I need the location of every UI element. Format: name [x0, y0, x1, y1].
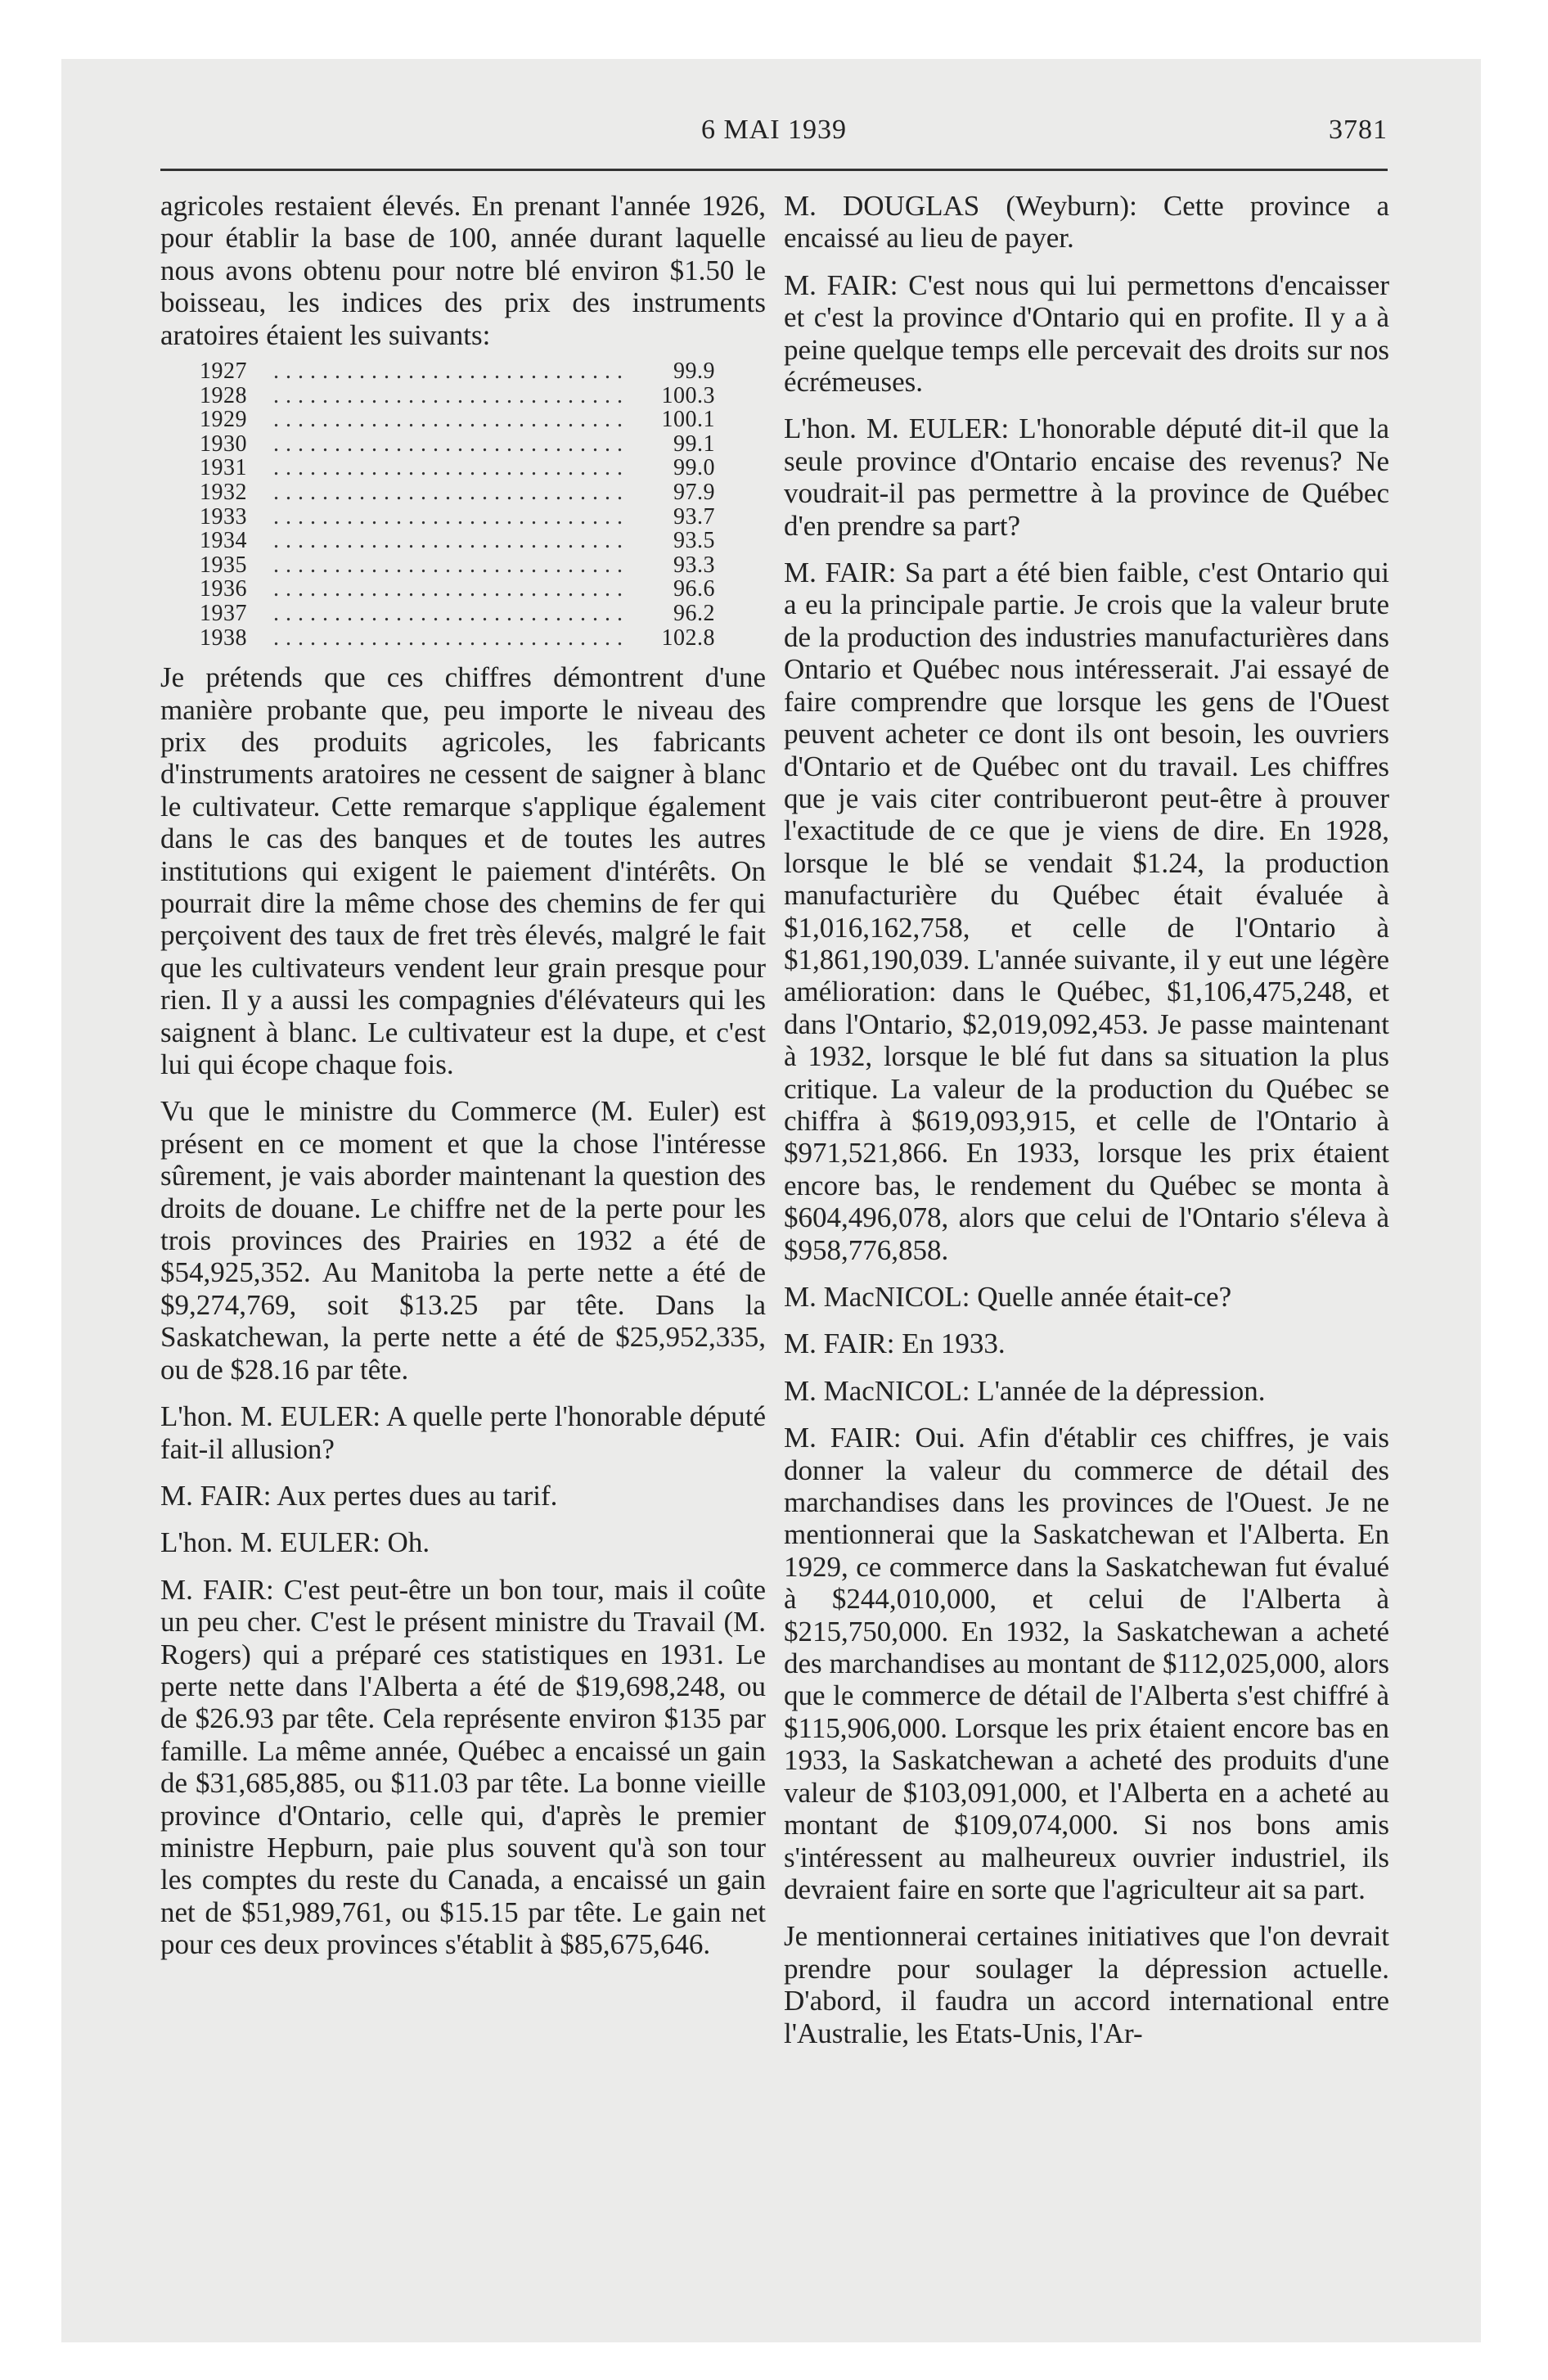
- table-row: [160, 359, 715, 384]
- intro-paragraph: agricoles restaient élevés. En prenant l'année 1926, pour établir la base de 100, année durant laquelle nous avons obtenu pour notre blé environ $1.50 le boisseau, les indices des prix des instruments aratoires étaient les suivants:: [160, 190, 766, 351]
- table-value: 99.1: [673, 430, 715, 457]
- table-value: 100.1: [661, 407, 715, 433]
- paragraph: M. FAIR: Sa part a été bien faible, c'est Ontario qui a eu la principale partie. Je crois que la valeur brute de la production des industries manufacturières dans Ontario et Québec nous intéresserait. J'ai essayé de faire comprendre que lorsque les gens de l'Ouest peuvent acheter ce dont ils ont besoin, les ouvriers d'Ontario et de Québec ont du travail. Les chiffres que je vais citer contribueront peut-être à prouver l'exactitude de ce que je viens de dire. En 1928, lorsque le blé se vendait $1.24, la production manufacturière du Québec était évaluée à $1,016,162,758, et celle de l'Ontario à $1,861,190,039. L'année suivante, il y eut une légère amélioration: dans le Québec, $1,106,475,248, et dans l'Ontario, $2,019,092,453. Je passe maintenant à 1932, lorsque le blé fut dans sa situation la plus critique. La valeur de la production du Québec se chiffra à $619,093,915, et celle de l'Ontario à $971,521,866. En 1933, lorsque les prix étaient encore bas, le rendement du Québec se monta à $604,496,078, alors que celui de l'Ontario s'éleva à $958,776,858.: [784, 557, 1389, 1266]
- dot-leader: . . . . . . . . . . . . . . . . . . . . . . . . . . . . .: [273, 480, 623, 505]
- table-value: 97.9: [673, 480, 715, 505]
- table-row: [160, 456, 715, 480]
- paragraph: L'hon. M. EULER: L'honorable député dit-il que la seule province d'Ontario encaise des revenus? Ne voudrait-il pas permettre à la province de Québec d'en prendre sa part?: [784, 412, 1389, 542]
- dot-leader: . . . . . . . . . . . . . . . . . . . . . . . . . . . . .: [273, 552, 623, 578]
- table-value: 93.7: [673, 503, 715, 530]
- paragraph: M. FAIR: C'est nous qui lui permettons d'encaisser et c'est la province d'Ontario qui en profite. Il y a à peine quelque temps elle percevait des droits sur nos écrémeuses.: [784, 268, 1389, 399]
- dot-leader: . . . . . . . . . . . . . . . . . . . . . . . . . . . . .: [273, 456, 623, 480]
- table-value: 99.0: [673, 455, 715, 481]
- table-row: [160, 602, 715, 626]
- table-row: [160, 432, 715, 457]
- table-value: 96.6: [673, 576, 715, 602]
- paragraph: M. FAIR: C'est peut-être un bon tour, mais il coûte un peu cher. C'est le présent ministre du Travail (M. Rogers) qui a préparé ces statistiques en 1931. Le perte nette dans l'Alberta a été de $19,698,248, ou de $26.93 par tête. Cela représente environ $135 par famille. La même année, Québec a encaissé un gain de $31,685,885, ou $11.03 par tête. La bonne vieille province d'Ontario, celle qui, d'après le premier ministre Hepburn, paie plus souvent qu'à son tour les comptes du reste du Canada, a encaissé un gain net de $51,989,761, ou $15.15 par tête. Le gain net pour ces deux provinces s'établit à $85,675,646.: [160, 1573, 766, 1961]
- table-year: 1937: [200, 600, 247, 626]
- page-number: 3781: [1329, 115, 1388, 145]
- table-value: 93.5: [673, 528, 715, 554]
- table-year: 1936: [200, 576, 247, 602]
- table-year: 1929: [200, 407, 247, 433]
- paragraph: L'hon. M. EULER: Oh.: [160, 1526, 430, 1559]
- paragraph: M. MacNICOL: Quelle année était-ce?: [784, 1281, 1232, 1313]
- dot-leader: . . . . . . . . . . . . . . . . . . . . . . . . . . . . .: [273, 577, 623, 602]
- table-year: 1935: [200, 552, 247, 578]
- table-year: 1934: [200, 528, 247, 554]
- dot-leader: . . . . . . . . . . . . . . . . . . . . . . . . . . . . .: [273, 625, 623, 651]
- left-column: [160, 190, 766, 1976]
- table-value: 102.8: [661, 624, 715, 651]
- table-value: 99.9: [673, 358, 715, 385]
- table-row: [160, 529, 715, 553]
- table-year: 1932: [200, 480, 247, 505]
- table-value: 93.3: [673, 552, 715, 578]
- table-year: 1938: [200, 624, 247, 651]
- paragraph: M. FAIR: Aux pertes dues au tarif.: [160, 1479, 558, 1512]
- paragraph: Je mentionnerai certaines initiatives que l'on devrait prendre pour soulager la dépression actuelle. D'abord, il faudra un accord international entre l'Australie, les Etats-Unis, l'Ar-: [784, 1920, 1389, 2049]
- dot-leader: . . . . . . . . . . . . . . . . . . . . . . . . . . . . .: [273, 529, 623, 553]
- dot-leader: . . . . . . . . . . . . . . . . . . . . . . . . . . . . .: [273, 431, 623, 457]
- table-row: [160, 384, 715, 408]
- table-year: 1930: [200, 430, 247, 457]
- dot-leader: . . . . . . . . . . . . . . . . . . . . . . . . . . . . .: [273, 383, 623, 408]
- table-year: 1928: [200, 382, 247, 408]
- table-row: [160, 480, 715, 505]
- dot-leader: . . . . . . . . . . . . . . . . . . . . . . . . . . . . .: [273, 408, 623, 432]
- paragraph: L'hon. M. EULER: A quelle perte l'honorable député fait-il allusion?: [160, 1400, 766, 1465]
- header-date: 6 MAI 1939: [700, 115, 848, 145]
- table-year: 1931: [200, 455, 247, 481]
- table-row: [160, 553, 715, 578]
- table-value: 96.2: [673, 600, 715, 626]
- right-column: [784, 190, 1389, 2064]
- table-year: 1927: [200, 358, 247, 385]
- table-row: [160, 408, 715, 432]
- table-value: 100.3: [661, 382, 715, 408]
- dot-leader: . . . . . . . . . . . . . . . . . . . . . . . . . . . . .: [273, 359, 623, 384]
- page-header: [160, 115, 1388, 156]
- price-index-table: [160, 359, 766, 650]
- paragraph: Vu que le ministre du Commerce (M. Euler) est présent en ce moment et que la chose l'intéresse sûrement, je vais aborder maintenant la question des droits de douane. Le chiffre net de la perte pour les trois provinces des Prairies en 1932 a été de $54,925,352. Au Manitoba la perte nette a été de $9,274,769, soit $13.25 par tête. Dans la Saskatchewan, la perte nette a été de $25,952,335, ou de $28.16 par tête.: [160, 1095, 766, 1386]
- table-year: 1933: [200, 503, 247, 530]
- table-row: [160, 626, 715, 651]
- paragraph: M. FAIR: En 1933.: [784, 1327, 1006, 1360]
- dot-leader: . . . . . . . . . . . . . . . . . . . . . . . . . . . . .: [273, 601, 623, 626]
- table-row: [160, 505, 715, 530]
- dot-leader: . . . . . . . . . . . . . . . . . . . . . . . . . . . . .: [273, 504, 623, 530]
- header-rule: [160, 169, 1388, 171]
- paragraph: M. DOUGLAS (Weyburn): Cette province a encaissé au lieu de payer.: [784, 190, 1389, 255]
- paragraph: M. FAIR: Oui. Afin d'établir ces chiffres, je vais donner la valeur du commerce de détail des marchandises dans les provinces de l'Ouest. Je ne mentionnerai que la Saskatchewan et l'Alberta. En 1929, ce commerce dans la Saskatchewan fut évalué à $244,010,000, et celui de l'Alberta à $215,750,000. En 1932, la Saskatchewan a acheté des marchandises au montant de $112,025,000, alors que le commerce de détail de l'Alberta s'est chiffré à $115,906,000. Lorsque les prix étaient encore bas en 1933, la Saskatchewan a acheté des produits d'une valeur de $103,091,000, et l'Alberta en a acheté au montant de $109,074,000. Si nos bons amis s'intéressent au malheureux ouvrier industriel, ils devraient faire en sorte que l'agriculteur ait sa part.: [784, 1422, 1389, 1905]
- paragraph: M. MacNICOL: L'année de la dépression.: [784, 1374, 1266, 1407]
- paragraph: Je prétends que ces chiffres démontrent d'une manière probante que, peu importe le niveau des prix des produits agricoles, les fabricants d'instruments aratoires ne cessent de saigner à blanc le cultivateur. Cette remarque s'applique également dans le cas des banques et de toutes les autres institutions qui exigent le paiement d'intérêts. On pourrait dire la même chose des chemins de fer qui perçoivent des taux de fret très élevés, malgré le fait que les cultivateurs vendent leur grain presque pour rien. Il y a aussi les compagnies d'élévateurs qui les saignent à blanc. Le cultivateur est la dupe, et c'est lui qui écope chaque fois.: [160, 661, 766, 1081]
- table-row: [160, 577, 715, 602]
